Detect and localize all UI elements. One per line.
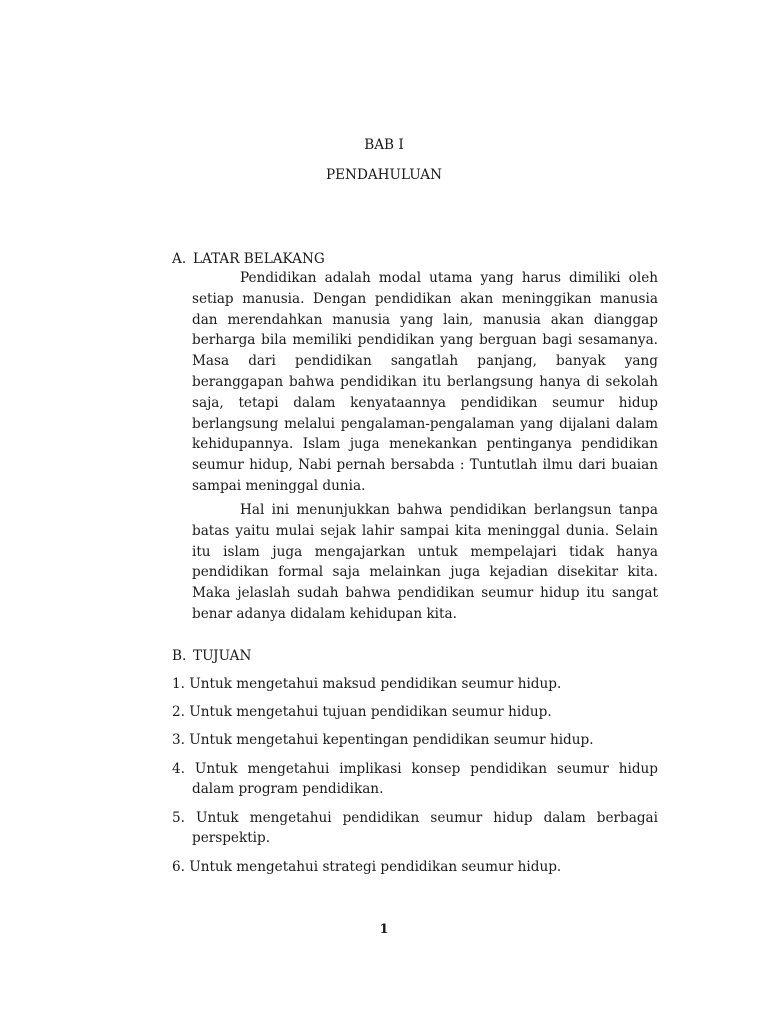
list-item: 2. Untuk mengetahui tujuan pendidikan seumur hidup. [172, 704, 552, 720]
section-b-title: TUJUAN [193, 648, 252, 664]
section-b-heading [172, 648, 652, 664]
section-b-marker: B. [172, 648, 187, 664]
section-a-heading [172, 251, 652, 267]
list-item: 3. Untuk mengetahui kepentingan pendidikan seumur hidup. [172, 732, 594, 748]
list-item: 6. Untuk mengetahui strategi pendidikan seumur hidup. [172, 859, 562, 875]
page-number: 1 [379, 922, 389, 937]
background-paragraph-2: Hal ini menunjukkan bahwa pendidikan berlangsun tanpa batas yaitu mulai sejak lahir sampai kita meninggal dunia. Selain itu islam juga mengajarkan untuk mempelajari tidak hanya pendidikan formal saja melainkan juga kejadian disekitar kita. Maka jelaslah sudah bahwa pendidikan seumur hidup itu sangat benar adanya didalam kehidupan kita. [192, 502, 658, 622]
chapter-title: PENDAHULUAN [325, 167, 443, 183]
section-a-marker: A. [172, 251, 187, 267]
background-paragraph-1: Pendidikan adalah modal utama yang harus dimiliki oleh setiap manusia. Dengan pendidikan akan meninggikan manusia dan merendahkan manusia yang lain, manusia akan dianggap berharga bila memiliki pendidikan yang berguan bagi sesamanya. Masa dari pendidikan sangatlah panjang, banyak yang beranggapan bahwa pendidikan itu berlangsung hanya di sekolah saja, tetapi dalam kenyataannya pendidikan seumur hidup berlangsung melalui pengalaman-pengalaman yang dijalani dalam kehidupannya. Islam juga menekankan pentinganya pendidikan seumur hidup, Nabi pernah bersabda : Tuntutlah ilmu dari buaian sampai meninggal dunia. [192, 270, 658, 494]
section-a-title: LATAR BELAKANG [193, 251, 325, 267]
chapter-label: BAB I [364, 137, 404, 153]
list-item: 5. Untuk mengetahui pendidikan seumur hidup dalam berbagai perspektip. [172, 810, 658, 847]
list-item: 1. Untuk mengetahui maksud pendidikan seumur hidup. [172, 676, 562, 692]
list-item: 4. Untuk mengetahui implikasi konsep pendidikan seumur hidup dalam program pendidikan. [172, 761, 658, 798]
